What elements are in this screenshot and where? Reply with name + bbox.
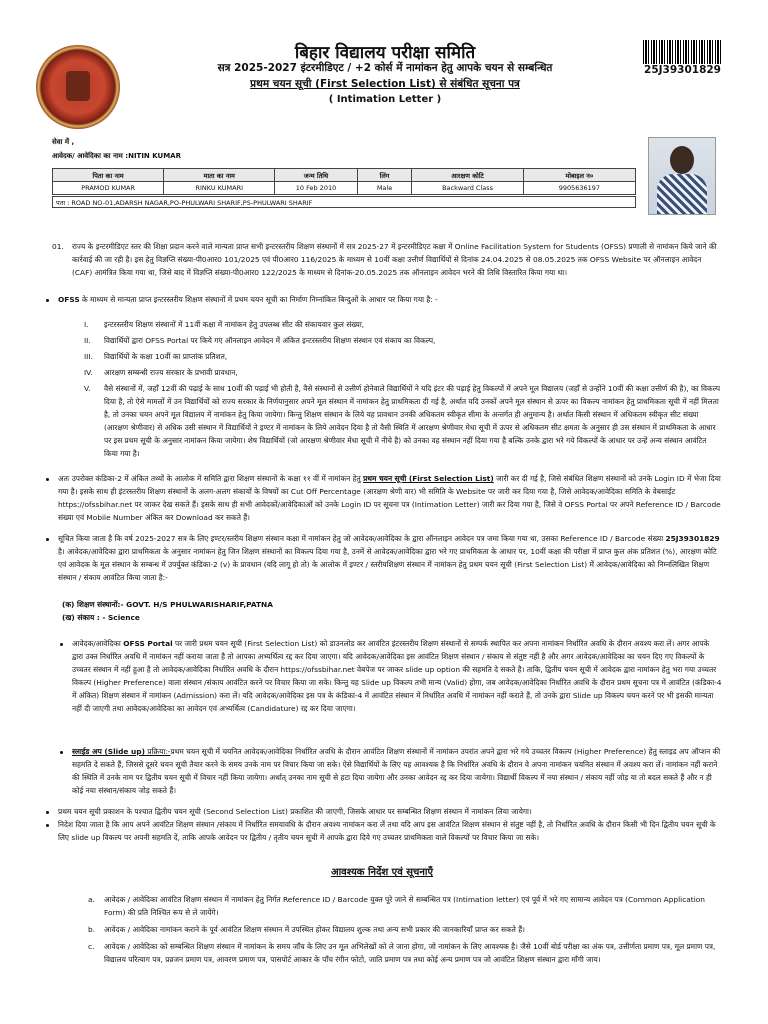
roman-num: V. (84, 384, 91, 393)
bullet-first-selection (58, 472, 722, 524)
ofss-label: OFSS (58, 295, 80, 304)
col-mobile: मोबाइल न० (523, 169, 635, 182)
col-gender: लिंग (357, 169, 412, 182)
table-header-row (53, 169, 636, 182)
col-reservation: आरक्षण कोटि (412, 169, 523, 182)
bseb-seal-logo (36, 45, 120, 129)
header-selection-list-line: प्रथम चयन सूची (First Selection List) से संबंधित सूचना पत्र (250, 78, 520, 90)
allotted-institution: (क) शिक्षण संस्थानों:- GOVT. H/S PHULWARISHARIF,PATNA (62, 600, 273, 609)
bullet-second-selection: प्रथम चयन सूची प्रकाशन के पश्चात द्वितीय चयन सूची (Second Selection List) प्रकाशित की जाएगी, जिसके आधार पर सम्बन्धित शिक्षण संस्थान में नामांकन लिया जायेगा। (58, 807, 532, 816)
bullet-a-pre: अतः उपरोक्त कंडिका-2 में अंकित तथ्यों के आलोक में समिति द्वारा शिक्षण संस्थानों के कक्षा ११ वीं में नामांकन हेतु (58, 474, 364, 483)
applicant-details-table (52, 168, 636, 195)
bullet-c-post: पर जारी प्रथम चयन सूची (First Selection List) को डाउनलोड कर आवंटित इंटरस्तरीय शिक्षण संस्थानों से सम्पर्क स्थापित कर अपना नामांकन निर्धारित अवधि के दौरान अवश्य करा लें। अगर आपके द्वारा उक्त निर्धारित अवधि में नामांकन नहीं कराया जाता है तो आपका अभ्यर्थित्व रद्द कर दिया जाएगा। यदि आवेदक/आवेदिका इस आवंटित शिक्षण संस्थान / संकाय से संतुष्ट नहीं है और अगर आवेदक/आवेदिका का चयन दिए गए विकल्पों के उच्चतर संस्थान में नहीं हुआ है तो आवेदक/आवेदिका निर्धारित अवधि के दौरान https://ofssbihar.net वेबपेज पर जाकर slide up option की सहमति दे सकते है। ताकि, द्वितीय चयन सूची में आवेदक द्वारा नामांकन हेतु भरा गया उच्चतर विकल्प (Higher Preference) वाला संस्थान /संकाय आवंटित करने पर विचार किया जा सके। किन्तु यह Slide up विकल्प तभी मान्य (Valid) होगा, जब आवेदक/आवेदिका निर्धारित अवधि के दौरान प्रथम सूचना पत्र में आवंटित (कंडिका-4 में अंकित) शिक्षण संस्थान में नामांकन (Admission) करा लें। यदि आवेदक/आवेदिका इस पत्र के कंडिका-4 में आवंटित संस्थान में निर्धारित अवधि में नामांकन नहीं कराते हैं, तो उनके द्वारा Slide up विकल्प चयन करने पर भी इसकी मान्यता नहीं दी जाएगी तथा आवेदक/आवेदिका का आवेदन एवं अभ्यर्थित्व (Candidature) रद्द कर दिया जाएगा। (72, 639, 722, 713)
list-item: इन्टरस्तरीय शिक्षण संस्थानों में 11वीं कक्षा में नामांकन हेतु उपलब्ध सीट की संकायवार कुल संख्या, (104, 320, 365, 329)
bullet-a-post: जारी कर दी गई है, जिसे संबंधित शिक्षण संस्थानों को उनके Login ID में भेजा दिया गया है। इसके साथ ही इंटरस्तरीय शिक्षण संस्थानों के अलग-अलग संकायों के विषयों का Cut Off Percentage (आरक्षण श्रेणी वार) भी समिति के Website पर जारी कर दिया गया है, जिसे आवेदक/आवेदिका समिति के वेबसाईट https://ofssbihar.net पर जाकर देख सकते हैं। इसके साथ ही सभी आवेदकों/आवेदिकाओं को उनके Login ID पर सूचना पत्र (Intimation Letter) जारी कर दिया गया है, जिसे वे OFSS Portal पर अपने Reference ID / Barcode संख्या एवं Mobile Number अंकित कर Download कर सकते हैं। (58, 474, 721, 522)
reference-id-inline: 25J39301829 (665, 534, 720, 543)
instructions-title: आवश्यक निर्देश एवं सूचनाएँ (330, 867, 434, 878)
para-01-text: राज्य के इन्टरमीडिएट स्तर की शिक्षा प्रदान करने वाले मान्यता प्राप्त सभी इन्टरस्तरीय शिक्षण संस्थानों में सत्र 2025-27 में इन्टरमीडिएट कक्षा में Online Facilitation System for Students (OFSS) प्रणाली से नामांकन किये जाने की कार्रवाई की जा रही है। इस हेतु विज्ञप्ति संख्या-पी0आर0 101/2025 एवं पी0आर0 116/2025 के माध्यम से 10वीं कक्षा उत्तीर्ण विद्यार्थियों से दिनांक 24.04.2025 से 08.05.2025 तक OFSS Website पर ऑनलाइन आवेदन (CAF) आमंत्रित किया गया था, जिसे बाद में विज्ञप्ति संख्या-पी0आर0 122/2025 के माध्यम से दिनांक-20.05.2025 तक ऑनलाइन आवेदन भरने की तिथि विस्तारित किया गया था। (72, 242, 717, 277)
instruction-num: c. (88, 942, 95, 951)
table-row (53, 182, 636, 195)
bullet-b-pre: सूचित किया जाता है कि वर्ष 2025-2027 सत्र के लिए इण्टर/स्तरीय शिक्षण संस्थान कक्षा में नामांकन हेतु जो आवेदक/आवेदिका के द्वारा ऑनलाइन आवेदन पत्र जमा किया गया था, उसका Reference ID / Barcode संख्या (58, 534, 666, 543)
roman-num: I. (84, 320, 89, 329)
salutation: सेवा में , (52, 138, 75, 146)
barcode-reference-id: 25J39301829 (644, 64, 721, 76)
col-mother-name: माता का नाम (164, 169, 275, 182)
header-session-line: सत्र 2025-2027 इंटरमीडिएट / +2 कोर्स में नामांकन हेतु आपके चयन से सम्बन्धित (217, 62, 553, 74)
slide-up-process-label: प्रक्रिया:- (144, 747, 171, 756)
roman-num: II. (84, 336, 91, 345)
ofss-intro (58, 293, 718, 306)
list-item: आवेदक / आवेदिका को सम्बन्धित शिक्षण संस्थान में नामांकन के समय जाँच के लिए उन मूल अभिलेखों को ले जाना होगा, जो नामांकन के लिए आवश्यक है। जैसे 10वीं बोर्ड परीक्षा का अंक पत्र, उत्तीर्णता प्रमाण पत्र, मूल प्रमाण पत्र, विद्यालय परित्याग पत्र, प्रव्रजन प्रमाण पत्र, आवरण प्रमाण पत्र, पासपोर्ट आकार के पाँच रंगीन फोटो, जाति प्रमाण पत्र तथा कोई अन्य प्रमाण पत्र जो आवंटित शिक्षण संस्थान द्वारा माँगी जाय। (104, 942, 716, 964)
para-number: 01. (52, 242, 64, 251)
gender-value: Male (357, 182, 412, 195)
bullet-reference (58, 532, 722, 584)
board-title: बिहार विद्यालय परीक्षा समिति (294, 43, 476, 63)
col-father-name: पिता का नाम (53, 169, 164, 182)
bullet-c-pre: आवेदक/आवेदिका (72, 639, 124, 648)
list-item: आवेदक / आवेदिका आवंटित शिक्षण संस्थान में नामांकन हेतु निर्गत Reference ID / Barcode युक्त पूरे जाने से सम्बन्धित पत्र (Intimation letter) एवं पूर्व में भरे गए सामान्य आवेदन पत्र (Common Application Form) की प्रति निश्चित रूप से ले जायेंगे। (104, 895, 705, 917)
bullet-d-post: प्रथम चयन सूची में चयनित आवेदक/आवेदिका निर्धारित अवधि के दौरान आवंटित शिक्षण संस्थानों में नामांकन उपरांत अपने द्वारा भरे गये उच्चतर विकल्प (Higher Preference) हेतु स्लाइड अप ऑप्शन की सहमति दे सकते हैं, जिससे दूसरे चयन सूची तैयार करने के समय उनके नाम पर विचार किया जा सके। ऐसे विद्यार्थियों के लिए यह आवश्यक है कि निर्धारित अवधि के दौरान वे अपना नामांकन चयनित संस्थान में अवश्य करा लें। नामांकन नहीं कराने की स्थिति में उनके नाम पर द्वितीय चयन सूची में विचार नहीं किया जायेगा। अर्थात् उनका नाम सूची से हटा दिया जायेगा और उनका आवेदन रद्द कर दिया जायेगा। विद्यार्थी विकल्प में नया संस्थान / संकाय नहीं जोड़ या तो बदल सकते हैं और न ही कोई नया संस्थान/संकाय जोड़ सकते हैं। (72, 747, 721, 795)
instruction-num: a. (88, 895, 95, 904)
first-selection-list-label: प्रथम चयन सूची (First Selection List) (363, 474, 494, 483)
bullet-b-post: है। आवेदक/आवेदिका द्वारा प्राथमिकता के अनुसार नामांकन हेतु जिन शिक्षण संस्थानों का विकल्प दिया गया है, उनमें से आवेदक/आवेदिका द्वारा भरे गए प्राथमिकता के आधार पर, 10वीं कक्षा की परीक्षा में प्राप्त कुल अंक प्रतिशत (%), आरक्षण कोटि एवं आवेदक के मूल संस्थान के सम्बन्ध में उपर्युक्त कंडिका-2 (v) के प्रावधान (यदि लागू हो तो) के आलोक में इण्टर / स्तरीयशिक्षण संस्थान में नामांकन हेतु प्रथम चयन सूची (First Selection List) में आवेदक/आवेदिका को निम्नलिखित शिक्षण संस्थान / संकाय आवंटित किया जाता है:- (58, 547, 717, 582)
father-name-value: PRAMOD KUMAR (53, 182, 164, 195)
applicant-photo (648, 137, 716, 215)
allotted-faculty: (ख) संकाय : - Science (62, 613, 140, 622)
roman-num: IV. (84, 368, 93, 377)
reservation-value: Backward Class (412, 182, 523, 195)
list-item: वैसे संस्थानों में, जहाँ 12वीं की पढ़ाई के साथ 10वीं की पढ़ाई भी होती है, वैसे संस्थानों से उत्तीर्ण होनेवाले विद्यार्थियों ने यदि इंटर की पढ़ाई हेतु विकल्पों में अपने मूल विद्यालय (जहाँ से उन्होंने 10वीं की कक्षा उत्तीर्ण की है), का विकल्प दिया है, तो ऐसे मामलों में उन विद्यार्थियों को राज्य सरकार के निर्णयानुसार अपने मूल संस्थान में नामांकन हेतु प्राथमिकता दी गई है, अर्थात यदि उनकों अपने मूल संस्थान से ऊपर का विकल्प नामांकन हेतु प्राथमिकता सूची में नहीं मिलता है, तो उनका चयन अपने मूल विद्यालय में नामांकन हेतु किया जायेगा। किन्तु शिक्षण संस्थान के लिये यह प्रावधान उनकी अधिकतम स्वीकृत सीमा के अन्तर्गत ही अनुमान्य है। अर्थात किसी संस्थान में अधिकतम स्वीकृत सीट संख्या (आरक्षण श्रेणीवार) से अधिक उसी संस्थान में विद्यार्थियों ने इण्टर में नामांकन के लिये आवेदन दिया है तो वैसी स्थिति में आरक्षण श्रेणीवार मेधा सूची में ऊपर से अधिकतम सीट क्षमता के अनुसार ही उस संस्थान में प्राथमिकता के आधार पर इस प्रथम सूची के अनुसार नामांकन किया जायेगा। शेष विद्यार्थियों (जो आरक्षण श्रेणीवार मेधा सूची में नीचे है) को उनका वह संस्थान नहीं दिया गया है बल्कि उनके द्वारा भरे गये विकल्पों के आधार पर उन्हें अन्य संस्थान आवंटित किया गया है। (104, 384, 721, 458)
instruction-num: b. (88, 925, 96, 934)
dob-value: 10 Feb 2010 (275, 182, 358, 195)
slide-up-label: स्लाईड अप (Slide up) (72, 747, 145, 756)
list-item: आरक्षण सम्बन्धी राज्य सरकार के प्रभावी प्रावधान, (104, 368, 238, 377)
roman-num: III. (84, 352, 93, 361)
list-item: विद्यार्थियों द्वारा OFSS Portal पर किये गए ऑनलाइन आवेदन में अंकित इन्टरस्तरीय शिक्षण संस्थान एवं संकाय का विकल्प, (104, 336, 436, 345)
address-row: पता : ROAD NO-01,ADARSH NAGAR,PO-PHULWARI SHARIF,PS-PHULWARI SHARIF (52, 196, 636, 208)
mobile-value: 9905636197 (523, 182, 635, 195)
ofss-intro-text: के माध्यम से मान्यता प्राप्त इन्टरस्तरीय शिक्षण संस्थानों में प्रथम चयन सूची का निर्माण निम्नांकित बिन्दुओं के आधार पर किया गया है: - (79, 295, 438, 304)
list-item: आवेदक / आवेदिका नामांकन कराने के पूर्व आवंटित शिक्षण संस्थान में उपस्थित होकर विद्यालय शुल्क तथा अन्य सभी प्रकार की जानकारियाँ प्राप्त कर सकते हैं। (104, 925, 525, 934)
list-item: विद्यार्थियों के कक्षा 10वीं का प्राप्तांक प्रतिशत, (104, 352, 228, 361)
bullet-slide-up (72, 745, 722, 797)
ofss-portal-label: OFSS Portal (123, 639, 173, 648)
mother-name-value: RINKU KUMARI (164, 182, 275, 195)
bullet-ofss-portal (72, 637, 722, 741)
header-intimation-letter: ( Intimation Letter ) (328, 94, 442, 105)
applicant-name: आवेदक/ आवेदिका का नाम :NITIN KUMAR (52, 152, 181, 160)
col-dob: जन्म तिथि (275, 169, 358, 182)
bullet-direction: निदेश दिया जाता है कि आप अपने आवंटित शिक्षण संस्थान /संकाय में निर्धारित समयावधि के दौरान अवश्य नामांकन करा लें तथा यदि आप इस आवंटित शिक्षण संस्थान से संतुष्ट नहीं है, तो निर्धारित अवधि के दौरान किसी भी दिन द्वितीय चयन सूची के लिए slide up विकल्प पर अपनी सहमति दें, ताकि आपके आवेदन पर द्वितीय / तृतीय चयन सूची में आपके द्वारा दिये गए उच्चतर प्राथमिकता वाले विकल्पों पर विचार किया जा सके। (58, 820, 716, 842)
barcode-image (643, 40, 721, 64)
